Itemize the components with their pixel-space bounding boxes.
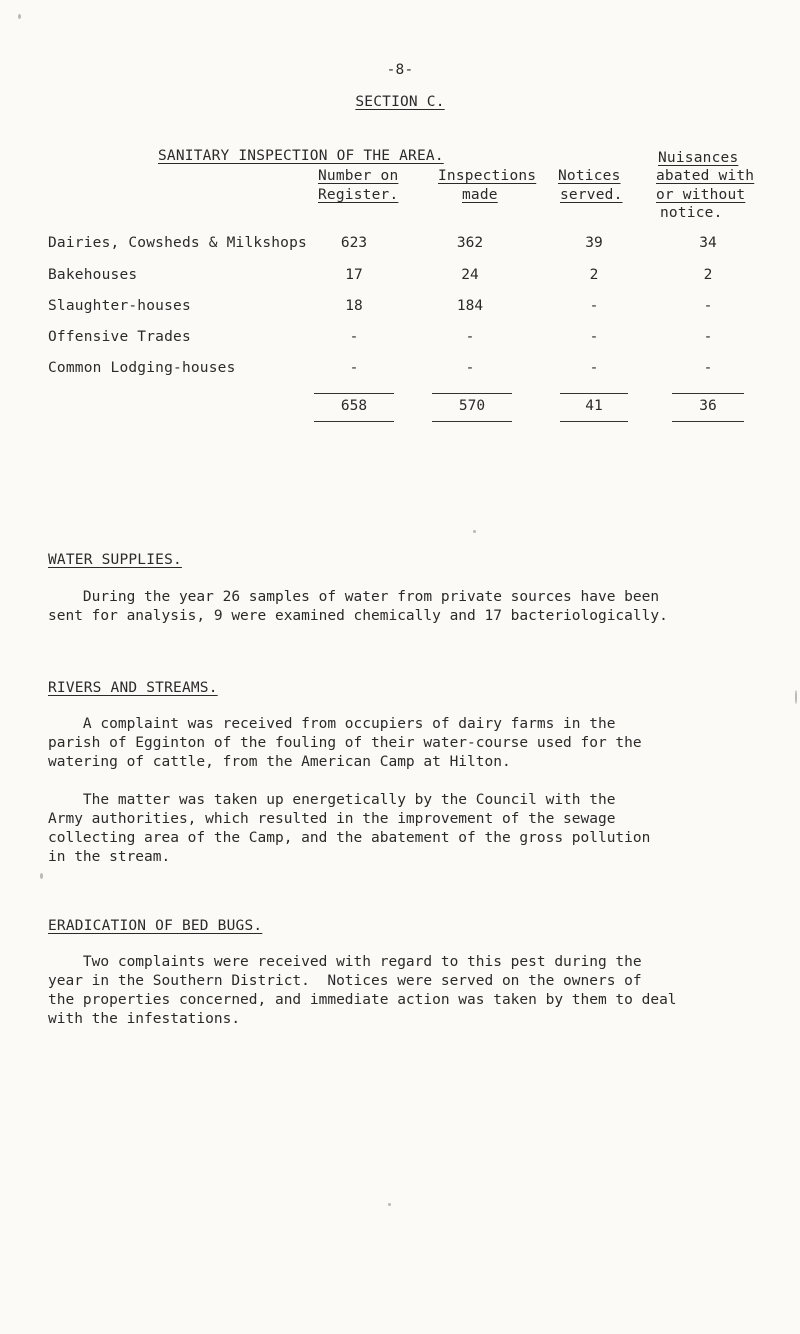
totals-rule-top: [314, 393, 394, 394]
row-label: Dairies, Cowsheds & Milkshops: [48, 235, 307, 251]
section-title: SECTION C.: [355, 94, 445, 110]
scan-speck: [388, 1203, 391, 1206]
bed-bugs-paragraph-line: Two complaints were received with regard to this pest during the: [48, 954, 642, 970]
row-label: Offensive Trades: [48, 329, 191, 345]
totals-rule-top: [560, 393, 628, 394]
header-register-line1: Number on: [318, 168, 399, 184]
scan-speck: [18, 14, 21, 19]
header-nuisances-line2: abated with: [656, 168, 755, 184]
cell-notices: -: [589, 298, 599, 314]
sanitary-inspection-title: SANITARY INSPECTION OF THE AREA.: [158, 148, 444, 164]
cell-nuisances: -: [703, 329, 713, 345]
row-label: Common Lodging-houses: [48, 360, 236, 376]
cell-inspections: -: [465, 329, 475, 345]
totals-rule-bottom: [314, 421, 394, 422]
rivers-paragraph-line: parish of Egginton of the fouling of their water-course used for the: [48, 735, 642, 751]
cell-register: -: [349, 360, 359, 376]
cell-inspections: 362: [456, 235, 484, 251]
cell-notices: 2: [589, 267, 599, 283]
bed-bugs-heading: ERADICATION OF BED BUGS.: [48, 918, 263, 934]
rivers-paragraph-line: A complaint was received from occupiers of dairy farms in the: [48, 716, 616, 732]
header-nuisances-line4: notice.: [660, 205, 723, 221]
cell-nuisances: 2: [703, 267, 713, 283]
water-supplies-heading: WATER SUPPLIES.: [48, 552, 182, 568]
cell-notices: 39: [585, 235, 603, 251]
header-notices-line1: Notices: [558, 168, 621, 184]
cell-nuisances: -: [703, 360, 713, 376]
header-nuisances-line1: Nuisances: [658, 150, 739, 166]
water-supplies-line: sent for analysis, 9 were examined chemically and 17 bacteriologically.: [48, 608, 668, 624]
rivers-paragraph-line: Army authorities, which resulted in the improvement of the sewage: [48, 811, 616, 827]
cell-register: 17: [345, 267, 363, 283]
water-supplies-line: During the year 26 samples of water from private sources have been: [48, 589, 660, 605]
cell-register: 623: [340, 235, 368, 251]
total-notices: 41: [585, 398, 603, 414]
cell-inspections: 24: [461, 267, 479, 283]
totals-rule-bottom: [560, 421, 628, 422]
total-register: 658: [340, 398, 368, 414]
header-inspections-line2: made: [462, 187, 498, 203]
header-register-line2: Register.: [318, 187, 399, 203]
scan-speck: [40, 873, 43, 879]
cell-notices: -: [589, 360, 599, 376]
row-label: Slaughter-houses: [48, 298, 191, 314]
scan-speck: [795, 690, 797, 704]
header-nuisances-line3: or without: [656, 187, 746, 203]
totals-rule-bottom: [432, 421, 512, 422]
bed-bugs-paragraph-line: year in the Southern District. Notices were served on the owners of: [48, 973, 642, 989]
row-label: Bakehouses: [48, 267, 138, 283]
bed-bugs-paragraph-line: the properties concerned, and immediate action was taken by them to deal: [48, 992, 677, 1008]
rivers-paragraph-line: in the stream.: [48, 849, 171, 865]
cell-inspections: 184: [456, 298, 484, 314]
total-inspections: 570: [458, 398, 486, 414]
cell-register: 18: [345, 298, 363, 314]
bed-bugs-paragraph-line: with the infestations.: [48, 1011, 241, 1027]
header-notices-line2: served.: [560, 187, 623, 203]
cell-nuisances: -: [703, 298, 713, 314]
rivers-streams-heading: RIVERS AND STREAMS.: [48, 680, 218, 696]
rivers-paragraph-line: The matter was taken up energetically by the Council with the: [48, 792, 616, 808]
rivers-paragraph-line: watering of cattle, from the American Camp at Hilton.: [48, 754, 511, 770]
header-inspections-line1: Inspections: [438, 168, 537, 184]
cell-inspections: -: [465, 360, 475, 376]
totals-rule-top: [672, 393, 744, 394]
totals-rule-bottom: [672, 421, 744, 422]
cell-notices: -: [589, 329, 599, 345]
cell-nuisances: 34: [699, 235, 717, 251]
rivers-paragraph-line: collecting area of the Camp, and the abatement of the gross pollution: [48, 830, 651, 846]
scan-speck: [473, 530, 476, 533]
cell-register: -: [349, 329, 359, 345]
page-number: -8-: [386, 62, 414, 78]
totals-rule-top: [432, 393, 512, 394]
total-nuisances: 36: [699, 398, 717, 414]
